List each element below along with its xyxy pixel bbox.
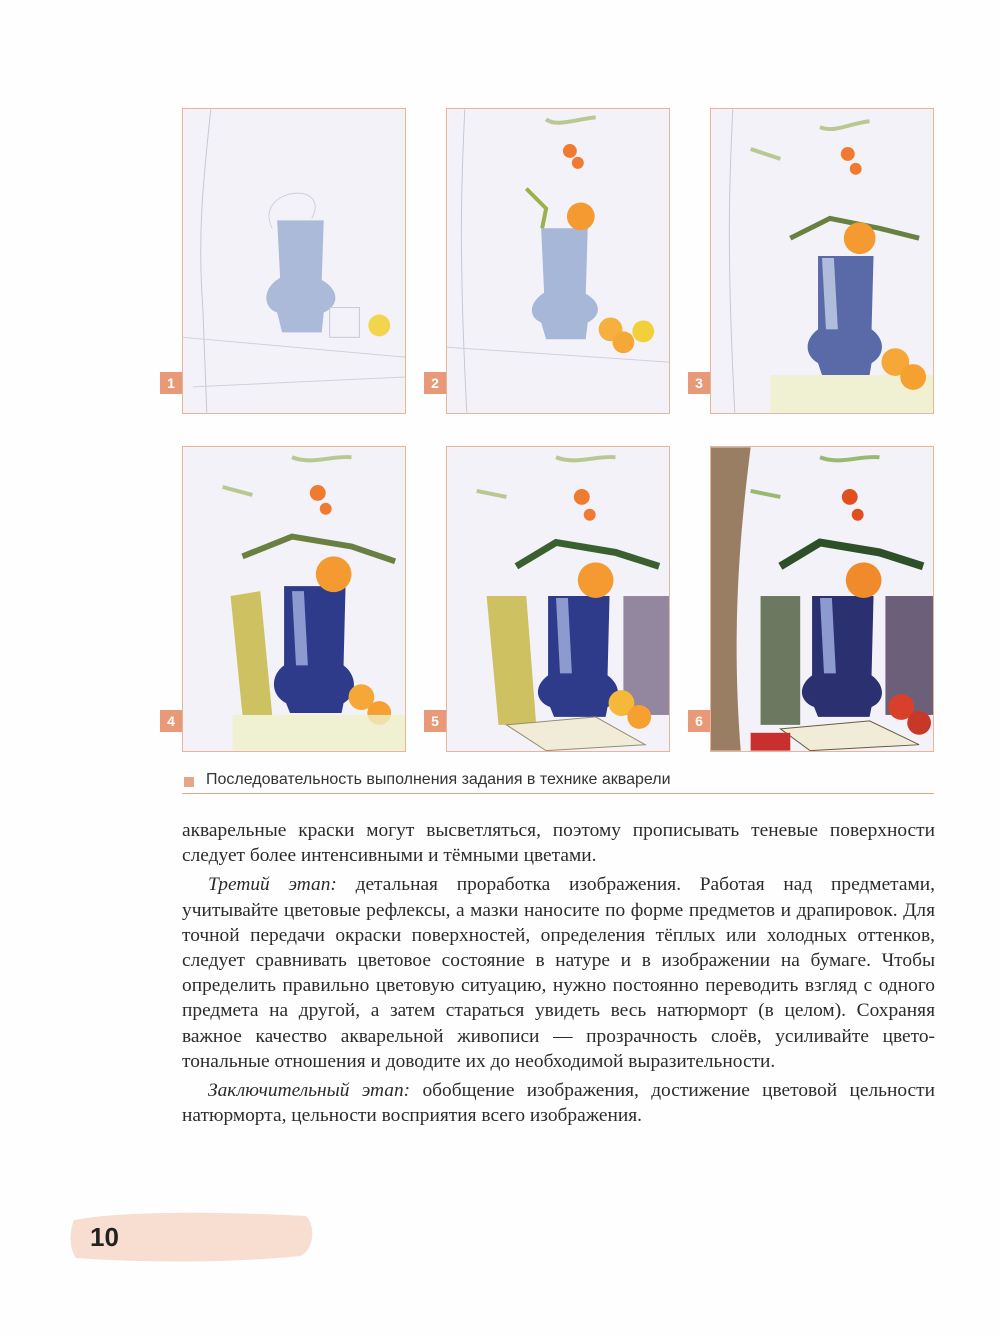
panel-number-2: 2 [424, 372, 446, 394]
stage-6-artwork [711, 447, 933, 751]
paragraph-2-lead: Третий этап: [208, 874, 337, 896]
stage-5-artwork [447, 447, 669, 751]
figure-caption [182, 770, 934, 794]
paragraph-3 [182, 1078, 935, 1128]
paragraph-1: акварельные краски могут высветляться, поэтому прописывать теневые поверхности следует более интенсивными и тёмными цветами. [182, 820, 935, 867]
page-number: 10 [90, 1222, 119, 1252]
body-text [182, 818, 935, 1128]
stage-2-painting [446, 108, 670, 414]
panel-number-5: 5 [424, 710, 446, 732]
stage-1-painting [182, 108, 406, 414]
stage-4-artwork [183, 447, 405, 751]
caption-text: Последовательность выполнения задания в технике акварели [206, 771, 671, 788]
paragraph-2 [182, 872, 935, 1074]
panel-number-6: 6 [688, 710, 710, 732]
panel-number-4: 4 [160, 710, 182, 732]
stage-6-painting [710, 446, 934, 752]
panel-number-1: 1 [160, 372, 182, 394]
stage-5-painting [446, 446, 670, 752]
stage-3-artwork [711, 109, 933, 413]
stage-4-painting [182, 446, 406, 752]
stage-3-painting [710, 108, 934, 414]
paragraph-3-text: обобщение изображения, достижение цветовой цельности натюрморта, цельности восприятия всего изображения. [182, 1080, 935, 1127]
paragraph-2-text: детальная проработка изображения. Работая над предметами, учитывайте цветовые рефлексы, а мазки наносите по форме предметов и драпировок. Для точной передачи окраски поверхностей, определения тёплых или холодных оттенков, следует сравнивать цветовое состояние в натуре и в изображении на бумаге. Чтобы определить правильно цветовую ситуацию, нужно постоянно переводить взгляд с одного предмета на другой, а затем стараться увидеть весь натюрморт (в целом). Сохраняя важное качество акварельной живописи — прозрачность слоёв, усиливайте цвето-тональные отношения и доводите их до необходимой выразительности. [182, 874, 935, 1072]
caption-marker [184, 777, 194, 787]
stage-2-artwork [447, 109, 669, 413]
stage-1-artwork [183, 109, 405, 413]
paragraph-3-lead: Заключительный этап: [208, 1080, 411, 1102]
panel-number-3: 3 [688, 372, 710, 394]
